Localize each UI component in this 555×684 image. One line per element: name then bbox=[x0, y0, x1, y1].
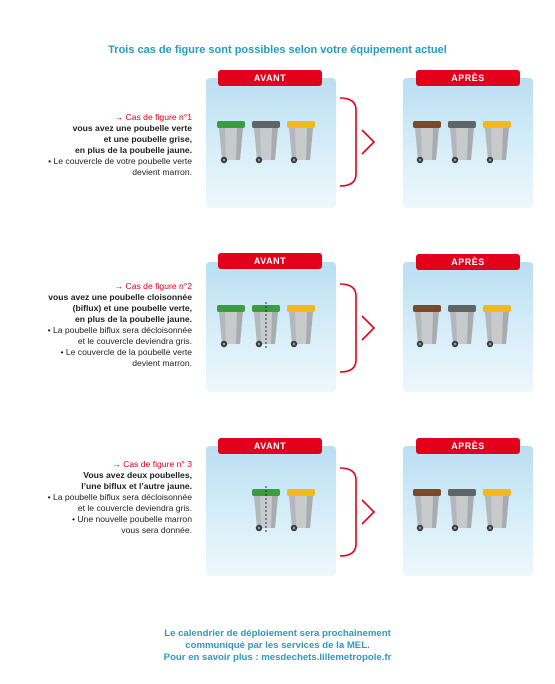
case-2-bullet-2: et le couvercle deviendra gris. bbox=[77, 336, 192, 346]
arrow-bracket-icon bbox=[338, 282, 378, 374]
case-2-line-2: (biflux) et une poubelle verte, bbox=[72, 303, 192, 313]
arrow-bracket-icon bbox=[338, 96, 378, 188]
footer-line-1: Le calendrier de déploiement sera prochainement bbox=[164, 628, 391, 639]
brown-bin-icon bbox=[412, 302, 442, 348]
case-1-text bbox=[22, 112, 192, 178]
case-1-heading: → Cas de figure n°1 bbox=[114, 112, 192, 122]
grey-bin-icon bbox=[251, 118, 281, 164]
grey-bin-icon bbox=[447, 118, 477, 164]
grey-bin-icon bbox=[447, 486, 477, 532]
case-1-line-3: en plus de la poubelle jaune. bbox=[75, 145, 192, 155]
arrow-bracket-icon bbox=[338, 466, 378, 558]
case-1-line-2: et une poubelle grise, bbox=[103, 134, 192, 144]
case-3-before-badge: AVANT bbox=[218, 438, 322, 454]
brown-bin-icon bbox=[412, 118, 442, 164]
green-bin-icon bbox=[216, 118, 246, 164]
brown-bin-icon bbox=[412, 486, 442, 532]
footer-line-2: communiqué par les services de la MEL. bbox=[185, 640, 370, 651]
case-2-heading: → Cas de figure n°2 bbox=[114, 281, 192, 291]
biflux-bin-icon bbox=[251, 302, 281, 348]
yellow-bin-icon bbox=[286, 486, 316, 532]
case-1-line-1: vous avez une poubelle verte bbox=[72, 123, 192, 133]
case-2-line-1: vous avez une poubelle cloisonnée bbox=[48, 292, 192, 302]
yellow-bin-icon bbox=[482, 486, 512, 532]
case-1-bullet-1: • Le couvercle de votre poubelle verte bbox=[48, 156, 192, 166]
case-2-line-3: en plus de la poubelle jaune. bbox=[75, 314, 192, 324]
footer-line-3: Pour en savoir plus : mesdechets.lillemetropole.fr bbox=[163, 652, 392, 663]
case-2-text bbox=[22, 281, 192, 369]
page-title: Trois cas de figure sont possibles selon votre équipement actuel bbox=[108, 44, 447, 56]
yellow-bin-icon bbox=[286, 118, 316, 164]
case-3-bullet-2: et le couvercle deviendra gris. bbox=[77, 503, 192, 513]
case-1-bullet-2: devient marron. bbox=[132, 167, 192, 177]
yellow-bin-icon bbox=[286, 302, 316, 348]
case-3-heading: → Cas de figure n° 3 bbox=[112, 459, 192, 469]
case-1-before-badge: AVANT bbox=[218, 70, 322, 86]
footer-note bbox=[0, 628, 555, 664]
biflux-bin-icon bbox=[251, 486, 281, 532]
case-3-after-badge: APRÈS bbox=[416, 438, 520, 454]
case-3-line-2: l’une biflux et l’autre jaune. bbox=[81, 481, 192, 491]
yellow-bin-icon bbox=[482, 118, 512, 164]
case-2-bullet-1: • La poubelle biflux sera décloisonnée bbox=[47, 325, 192, 335]
yellow-bin-icon bbox=[482, 302, 512, 348]
case-3-bullet-4: vous sera donnée. bbox=[121, 525, 192, 535]
case-2-bullet-4: devient marron. bbox=[132, 358, 192, 368]
grey-bin-icon bbox=[447, 302, 477, 348]
case-3-text bbox=[22, 459, 192, 536]
case-2-after-badge: APRÈS bbox=[416, 254, 520, 270]
case-3-bullet-1: • La poubelle biflux sera décloisonnée bbox=[47, 492, 192, 502]
case-2-bullet-3: • Le couvercle de la poubelle verte bbox=[60, 347, 192, 357]
case-3-line-1: Vous avez deux poubelles, bbox=[83, 470, 192, 480]
case-3-bullet-3: • Une nouvelle poubelle marron bbox=[71, 514, 192, 524]
case-1-after-badge: APRÈS bbox=[416, 70, 520, 86]
green-bin-icon bbox=[216, 302, 246, 348]
case-2-before-badge: AVANT bbox=[218, 253, 322, 269]
